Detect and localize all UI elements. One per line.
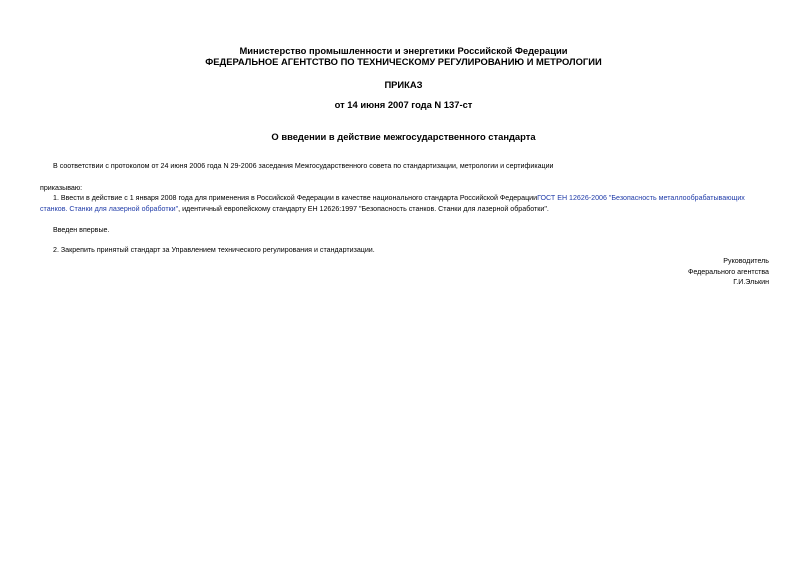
agency-title: ФЕДЕРАЛЬНОЕ АГЕНТСТВО ПО ТЕХНИЧЕСКОМУ РЕГУЛИРОВАНИЮ И МЕТРОЛОГИИ [205, 56, 602, 67]
item2-paragraph: 2. Закрепить принятый стандарт за Управлением технического регулирования и стандартизации. [53, 246, 375, 254]
signature-organization: Федерального агентства [687, 268, 769, 276]
gost-link-part2[interactable]: станков. Станки для лазерной обработки" [40, 205, 179, 213]
gost-link-part1[interactable]: ГОСТ ЕН 12626-2006 "Безопасность металлообрабатывающих [537, 194, 745, 202]
item1-line2 [40, 205, 549, 213]
protocol-paragraph: В соответствии с протоколом от 24 июня 2006 года N 29-2006 заседания Межгосударственного совета по стандартизации, метрологии и сертификации [53, 162, 554, 170]
signature-position: Руководитель [723, 257, 769, 265]
document-subject: О введении в действие межгосударственного стандарта [271, 131, 536, 142]
introduced-note: Введен впервые. [53, 226, 110, 234]
item1-prefix: 1. Ввести в действие с 1 января 2008 года для применения в Российской Федерации в качестве национального стандарта Российской Федерации [53, 194, 538, 202]
document-date-number: от 14 июня 2007 года N 137-ст [334, 99, 473, 110]
item1-suffix: , идентичный европейскому стандарту ЕН 12626:1997 "Безопасность станков. Станки для лазерной обработки". [178, 205, 549, 213]
document-type: ПРИКАЗ [384, 79, 423, 90]
signature-name: Г.И.Элькин [733, 278, 769, 286]
ministry-title: Министерство промышленности и энергетики Российской Федерации [239, 45, 568, 56]
order-word: приказываю: [40, 184, 83, 192]
item1-line1 [53, 194, 745, 202]
